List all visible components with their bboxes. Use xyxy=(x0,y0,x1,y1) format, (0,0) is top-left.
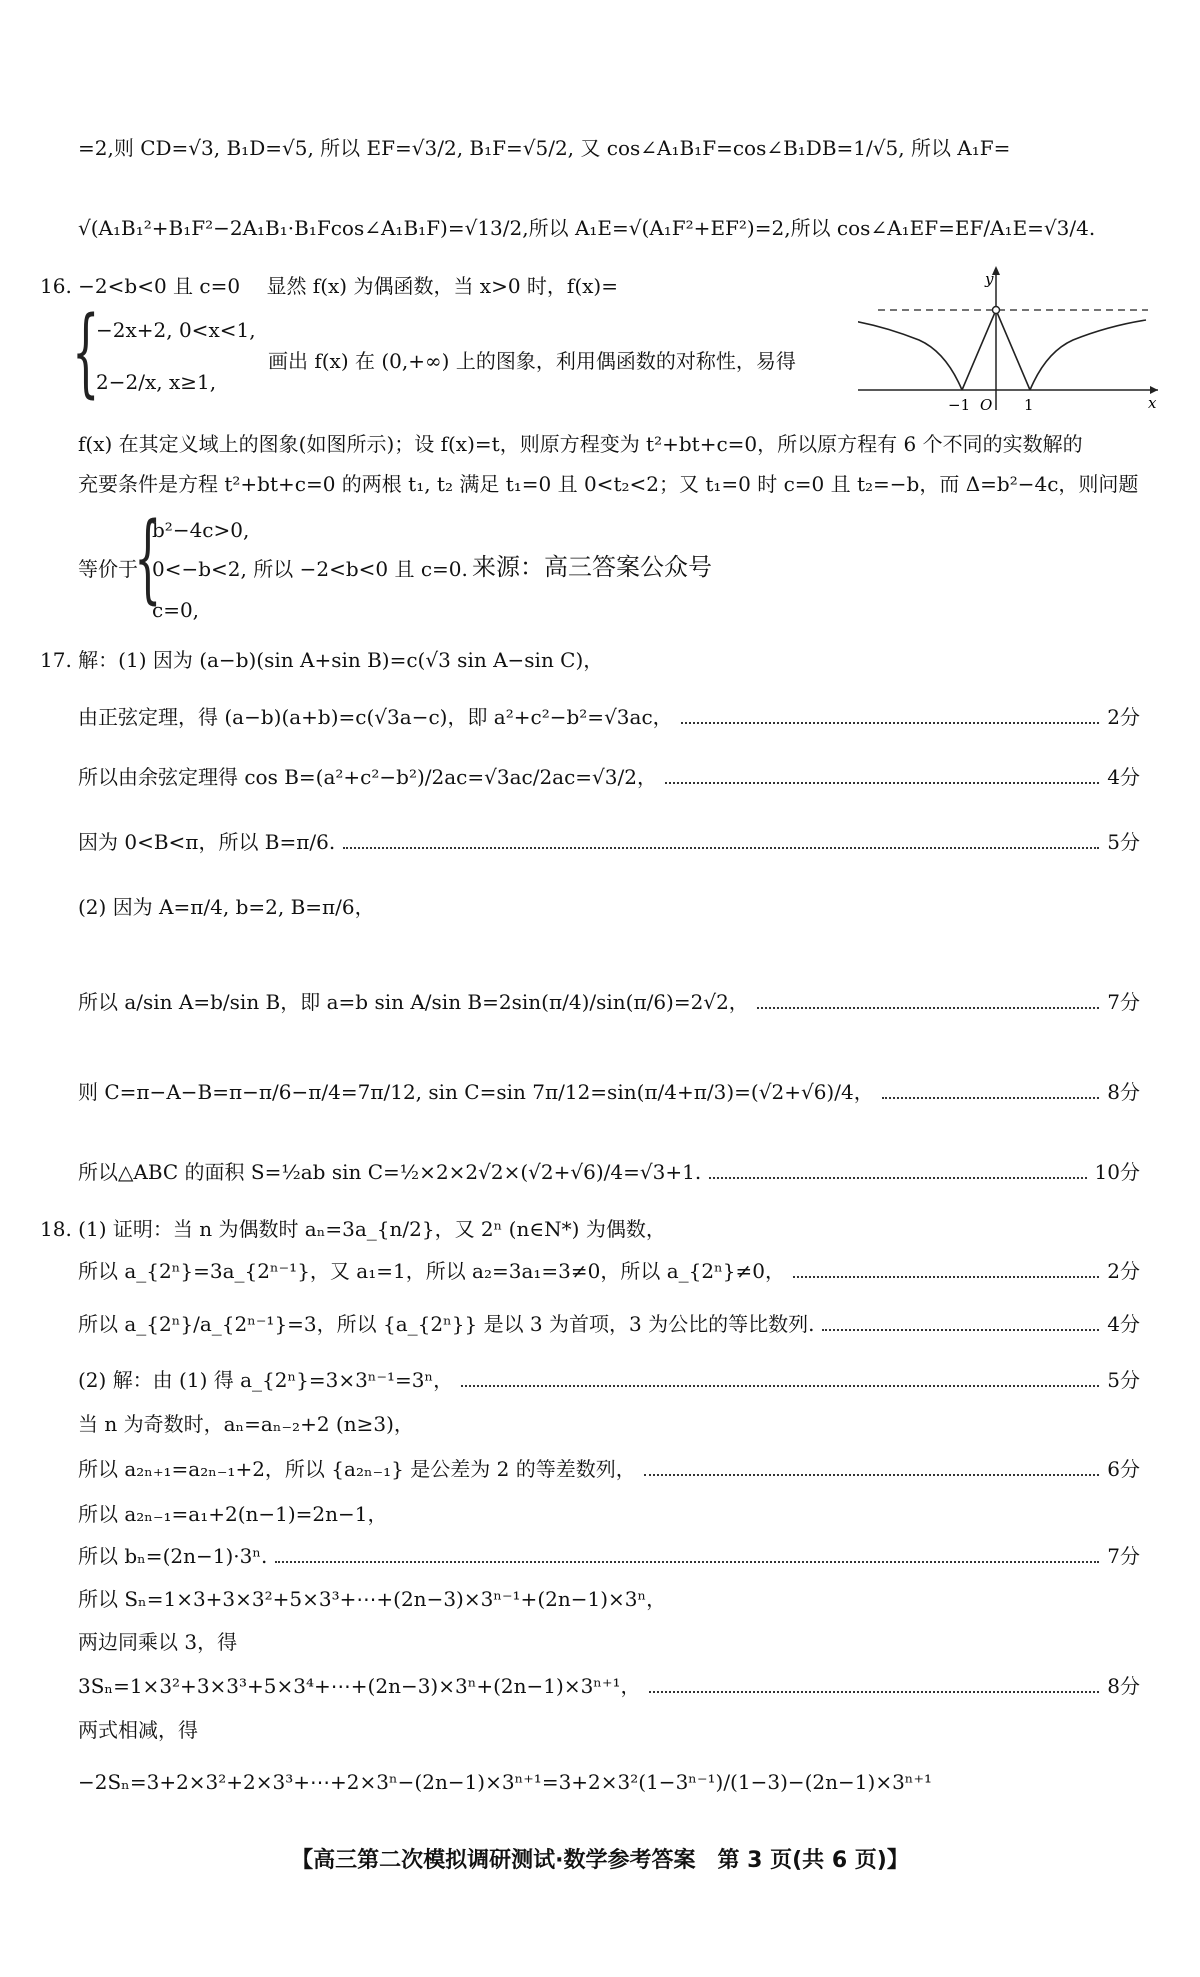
q16-system-1: b²−4c>0, xyxy=(152,518,250,542)
open-point xyxy=(993,307,1000,314)
leader-dots xyxy=(709,1176,1086,1179)
q18-step-5-score: 7分 xyxy=(1107,1544,1140,1568)
q18-line-9: 所以 Sₙ=1×3+3×3²+5×3³+⋯+(2n−3)×3ⁿ⁻¹+(2n−1)×3ⁿ， xyxy=(78,1587,667,1611)
q16-line-5: 充要条件是方程 t²+bt+c=0 的两根 t₁, t₂ 满足 t₁=0 且 0<t₂<2；又 t₁=0 时 c=0 且 t₂=−b，而 Δ=b²−4c，则问题 xyxy=(78,472,1139,496)
q18-line-12: 两式相减，得 xyxy=(78,1718,198,1742)
q18-line-7: 所以 a₂ₙ₋₁=a₁+2(n−1)=2n−1， xyxy=(78,1502,388,1526)
q17-step-3-score: 5分 xyxy=(1107,830,1140,854)
q17-step-5-score: 8分 xyxy=(1107,1080,1140,1104)
q18-step-5-text: 所以 bₙ=(2n−1)·3ⁿ. xyxy=(78,1544,268,1568)
tick-neg-1: −1 xyxy=(948,396,971,412)
function-graph xyxy=(858,262,1168,412)
q17-step-2-score: 4分 xyxy=(1107,765,1140,789)
q16-case-1: −2x+2, 0<x<1, xyxy=(96,318,256,342)
leader-dots xyxy=(757,1006,1099,1009)
q18-line-10: 两边同乘以 3，得 xyxy=(78,1630,238,1654)
q16-line-4: f(x) 在其定义域上的图象(如图所示)；设 f(x)=t，则原方程变为 t²+bt+c=0，所以原方程有 6 个不同的实数解的 xyxy=(78,432,1083,456)
q17-step-1 xyxy=(78,703,1140,731)
leader-dots xyxy=(793,1275,1099,1278)
q18-step-1 xyxy=(78,1257,1140,1285)
q17-step-2 xyxy=(78,763,1140,791)
leader-dots xyxy=(461,1384,1099,1387)
q17-step-1-text: 由正弦定理，得 (a−b)(a+b)=c(√3a−c)，即 a²+c²−b²=√3ac， xyxy=(78,705,673,729)
page-footer: 【高三第二次模拟调研测试·数学参考答案 第 3 页(共 6 页)】 xyxy=(291,1848,909,1873)
source-note: 来源：高三答案公众号 xyxy=(472,553,712,581)
y-label: y xyxy=(985,270,994,288)
q17-heading: 17. 解：(1) 因为 (a−b)(sin A+sin B)=c(√3 sin A−sin C)， xyxy=(40,648,604,672)
q18-step-4-text: 所以 a₂ₙ₊₁=a₂ₙ₋₁+2，所以 {a₂ₙ₋₁} 是公差为 2 的等差数列， xyxy=(78,1457,636,1481)
q16-system-2: 0<−b<2, 所以 −2<b<0 且 c=0. xyxy=(152,557,468,581)
leader-dots xyxy=(681,721,1100,724)
leader-dots xyxy=(822,1328,1099,1331)
q18-step-1-text: 所以 a_{2ⁿ}=3a_{2ⁿ⁻¹}，又 a₁=1，所以 a₂=3a₁=3≠0，所以 a_{2ⁿ}≠0， xyxy=(78,1259,785,1283)
q17-step-6-text: 所以△ABC 的面积 S=½ab sin C=½×2×2√2×(√2+√6)/4=√3+1. xyxy=(78,1160,702,1184)
q16-piecewise-brace: { xyxy=(72,296,100,408)
q18-step-2 xyxy=(78,1310,1140,1338)
q17-step-4 xyxy=(78,988,1140,1016)
q18-step-2-text: 所以 a_{2ⁿ}/a_{2ⁿ⁻¹}=3，所以 {a_{2ⁿ}} 是以 3 为首项，3 为公比的等比数列. xyxy=(78,1312,815,1336)
tick-pos-1: 1 xyxy=(1024,396,1034,412)
x-label: x xyxy=(1148,394,1157,412)
curve-left-branch xyxy=(858,320,962,390)
leader-dots xyxy=(882,1096,1100,1099)
q17-step-3-text: 因为 0<B<π，所以 B=π/6. xyxy=(78,830,336,854)
q18-heading: 18. (1) 证明：当 n 为偶数时 aₙ=3a_{n/2}，又 2ⁿ (n∈N*) 为偶数， xyxy=(40,1217,666,1241)
q16-case-2: 2−2/x, x≥1, xyxy=(96,370,217,394)
q17-step-5-text: 则 C=π−A−B=π−π/6−π/4=7π/12, sin C=sin 7π/12=sin(π/4+π/3)=(√2+√6)/4， xyxy=(78,1080,874,1104)
q16-heading: 16. −2<b<0 且 c=0 显然 f(x) 为偶函数，当 x>0 时，f(x)= xyxy=(40,274,618,298)
leader-dots xyxy=(665,781,1099,784)
q18-step-4 xyxy=(78,1455,1140,1483)
q16-graph-description: 画出 f(x) 在 (0,+∞) 上的图象，利用偶函数的对称性，易得 xyxy=(268,349,796,373)
q16-equiv-label: 等价于 xyxy=(78,557,138,581)
q18-step-6 xyxy=(78,1672,1140,1700)
q17-step-4-score: 7分 xyxy=(1107,990,1140,1014)
q17-step-6 xyxy=(78,1158,1140,1186)
q17-step-1-score: 2分 xyxy=(1107,705,1140,729)
q16-system-brace: { xyxy=(134,502,162,614)
q18-step-6-score: 8分 xyxy=(1107,1674,1140,1698)
q18-step-2-score: 4分 xyxy=(1107,1312,1140,1336)
q15-line-1: =2,则 CD=√3, B₁D=√5, 所以 EF=√3/2, B₁F=√5/2, 又 cos∠A₁B₁F=cos∠B₁DB=1/√5, 所以 A₁F= xyxy=(78,136,1011,160)
q17-step-5 xyxy=(78,1078,1140,1106)
leader-dots xyxy=(275,1560,1099,1563)
q18-step-1-score: 2分 xyxy=(1107,1259,1140,1283)
origin-label: O xyxy=(980,396,993,412)
q17-step-6-score: 10分 xyxy=(1094,1160,1140,1184)
q18-line-13: −2Sₙ=3+2×3²+2×3³+⋯+2×3ⁿ−(2n−1)×3ⁿ⁺¹=3+2×3²(1−3ⁿ⁻¹)/(1−3)−(2n−1)×3ⁿ⁺¹ xyxy=(78,1770,933,1794)
q17-part-2: (2) 因为 A=π/4, b=2, B=π/6， xyxy=(78,895,375,919)
q18-step-5 xyxy=(78,1542,1140,1570)
q17-step-2-text: 所以由余弦定理得 cos B=(a²+c²−b²)/2ac=√3ac/2ac=√3/2， xyxy=(78,765,657,789)
q18-step-6-text: 3Sₙ=1×3²+3×3³+5×3⁴+⋯+(2n−3)×3ⁿ+(2n−1)×3ⁿ⁺¹， xyxy=(78,1674,641,1698)
x-axis-arrow xyxy=(1150,386,1158,394)
q18-step-3-score: 5分 xyxy=(1107,1368,1140,1392)
q18-step-3-text: (2) 解：由 (1) 得 a_{2ⁿ}=3×3ⁿ⁻¹=3ⁿ， xyxy=(78,1368,454,1392)
leader-dots xyxy=(649,1690,1100,1693)
q15-line-2: √(A₁B₁²+B₁F²−2A₁B₁·B₁Fcos∠A₁B₁F)=√13/2,所以 A₁E=√(A₁F²+EF²)=2,所以 cos∠A₁EF=EF/A₁E=√3/4. xyxy=(78,216,1096,240)
leader-dots xyxy=(644,1473,1100,1476)
q16-system-3: c=0, xyxy=(152,598,200,622)
q17-step-3 xyxy=(78,828,1140,856)
q17-step-4-text: 所以 a/sin A=b/sin B，即 a=b sin A/sin B=2sin(π/4)/sin(π/6)=2√2， xyxy=(78,990,749,1014)
curve-right-branch xyxy=(1030,320,1146,390)
q18-line-5: 当 n 为奇数时，aₙ=aₙ₋₂+2 (n≥3)， xyxy=(78,1412,414,1436)
q18-step-3 xyxy=(78,1366,1140,1394)
leader-dots xyxy=(343,846,1099,849)
q18-step-4-score: 6分 xyxy=(1107,1457,1140,1481)
